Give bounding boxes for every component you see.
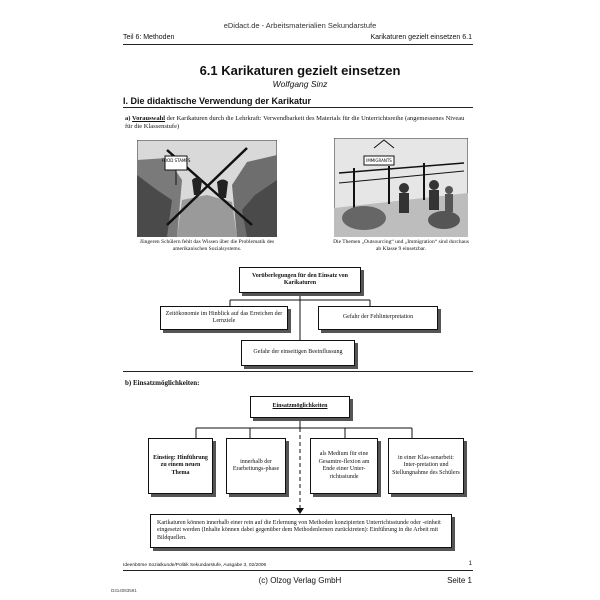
site-name: eDidact.de - Arbeitsmaterialien Sekundarstufe xyxy=(223,21,377,30)
para-a-label: a) xyxy=(125,115,131,122)
page-title: 6.1 Karikaturen gezielt einsetzen xyxy=(199,63,401,78)
para-a-lead: Vorauswahl xyxy=(132,115,166,122)
diagram2-top-box: Einsatzmöglichkeiten xyxy=(250,396,350,418)
document-code: D314083591 xyxy=(111,588,137,593)
footer-publication: Ideenbörse Sozialkunde/Politik Sekundarstufe, Ausgabe 3, 02/2006 xyxy=(123,563,267,568)
sign-left-text: FOOD STAMPS xyxy=(161,158,191,163)
footer-page-number: 1 xyxy=(468,561,472,567)
option-box-4: in einer Klas-senarbeit: Inter-pretation und Stellungnahme des Schülers xyxy=(388,438,464,494)
author: Wolfgang Sinz xyxy=(272,79,328,89)
header-section: Teil 6: Methoden xyxy=(123,34,175,41)
option-box-1: Einstieg: Hinführung zu einem neuen Thema xyxy=(148,438,213,494)
option-box-3: als Medium für eine Gesamtre-flexion am Ende einer Unter-richtsstunde xyxy=(310,438,378,494)
header-chapter: Karikaturen gezielt einsetzen 6.1 xyxy=(370,34,472,41)
sign-right-text: IMMIGRANTS xyxy=(366,158,392,163)
section-b-heading: b) Einsatzmöglichkeiten: xyxy=(125,379,200,387)
option-box-2: innerhalb der Erarbeitungs-phase xyxy=(226,438,286,494)
caption-left: Jüngeren Schülern fehlt das Wissen über die Problematik des amerikanischen Sozialsystems. xyxy=(139,239,275,252)
section-b-rule xyxy=(123,371,473,372)
diagram1-right-box: Gefahr der Fehlinterpretation xyxy=(318,306,438,330)
diagram1-bottom-box: Gefahr der einseitigen Beeinflussung xyxy=(241,340,355,366)
diagram2-note-box: Karikaturen können innerhalb einer rein auf die Erlernung von Methoden konzipierten Unterrichtsstunde oder -einheit eingesetzt werden (Inhalte können dabei gegenüber dem Methodenlernen zurücktreten): Einführung in die Arbeit mit Bildquellen. xyxy=(150,514,452,548)
diagram1-left-box: Zeitökonomie im Hinblick auf das Erreichen der Lernziele xyxy=(160,306,288,330)
footer-page-label: Seite 1 xyxy=(447,576,472,585)
section-heading: I. Die didaktische Verwendung der Karikatur xyxy=(123,96,312,106)
diagram1-top-box: Vorüberlegungen für den Einsatz von Karikaturen xyxy=(239,267,361,293)
para-a-text: der Karikaturen durch die Lehrkraft: Verwendbarkeit des Materials für die Unterrichtsreihe (angemessenes Niveau für die Klassenstufe) xyxy=(125,115,465,130)
footer-publisher: (c) Olzog Verlag GmbH xyxy=(258,576,342,585)
footer-rule xyxy=(123,570,473,571)
caption-right: Die Themen „Outsourcing“ und „Immigration“ sind durchaus ab Klasse 9 einsetzbar. xyxy=(333,239,469,252)
